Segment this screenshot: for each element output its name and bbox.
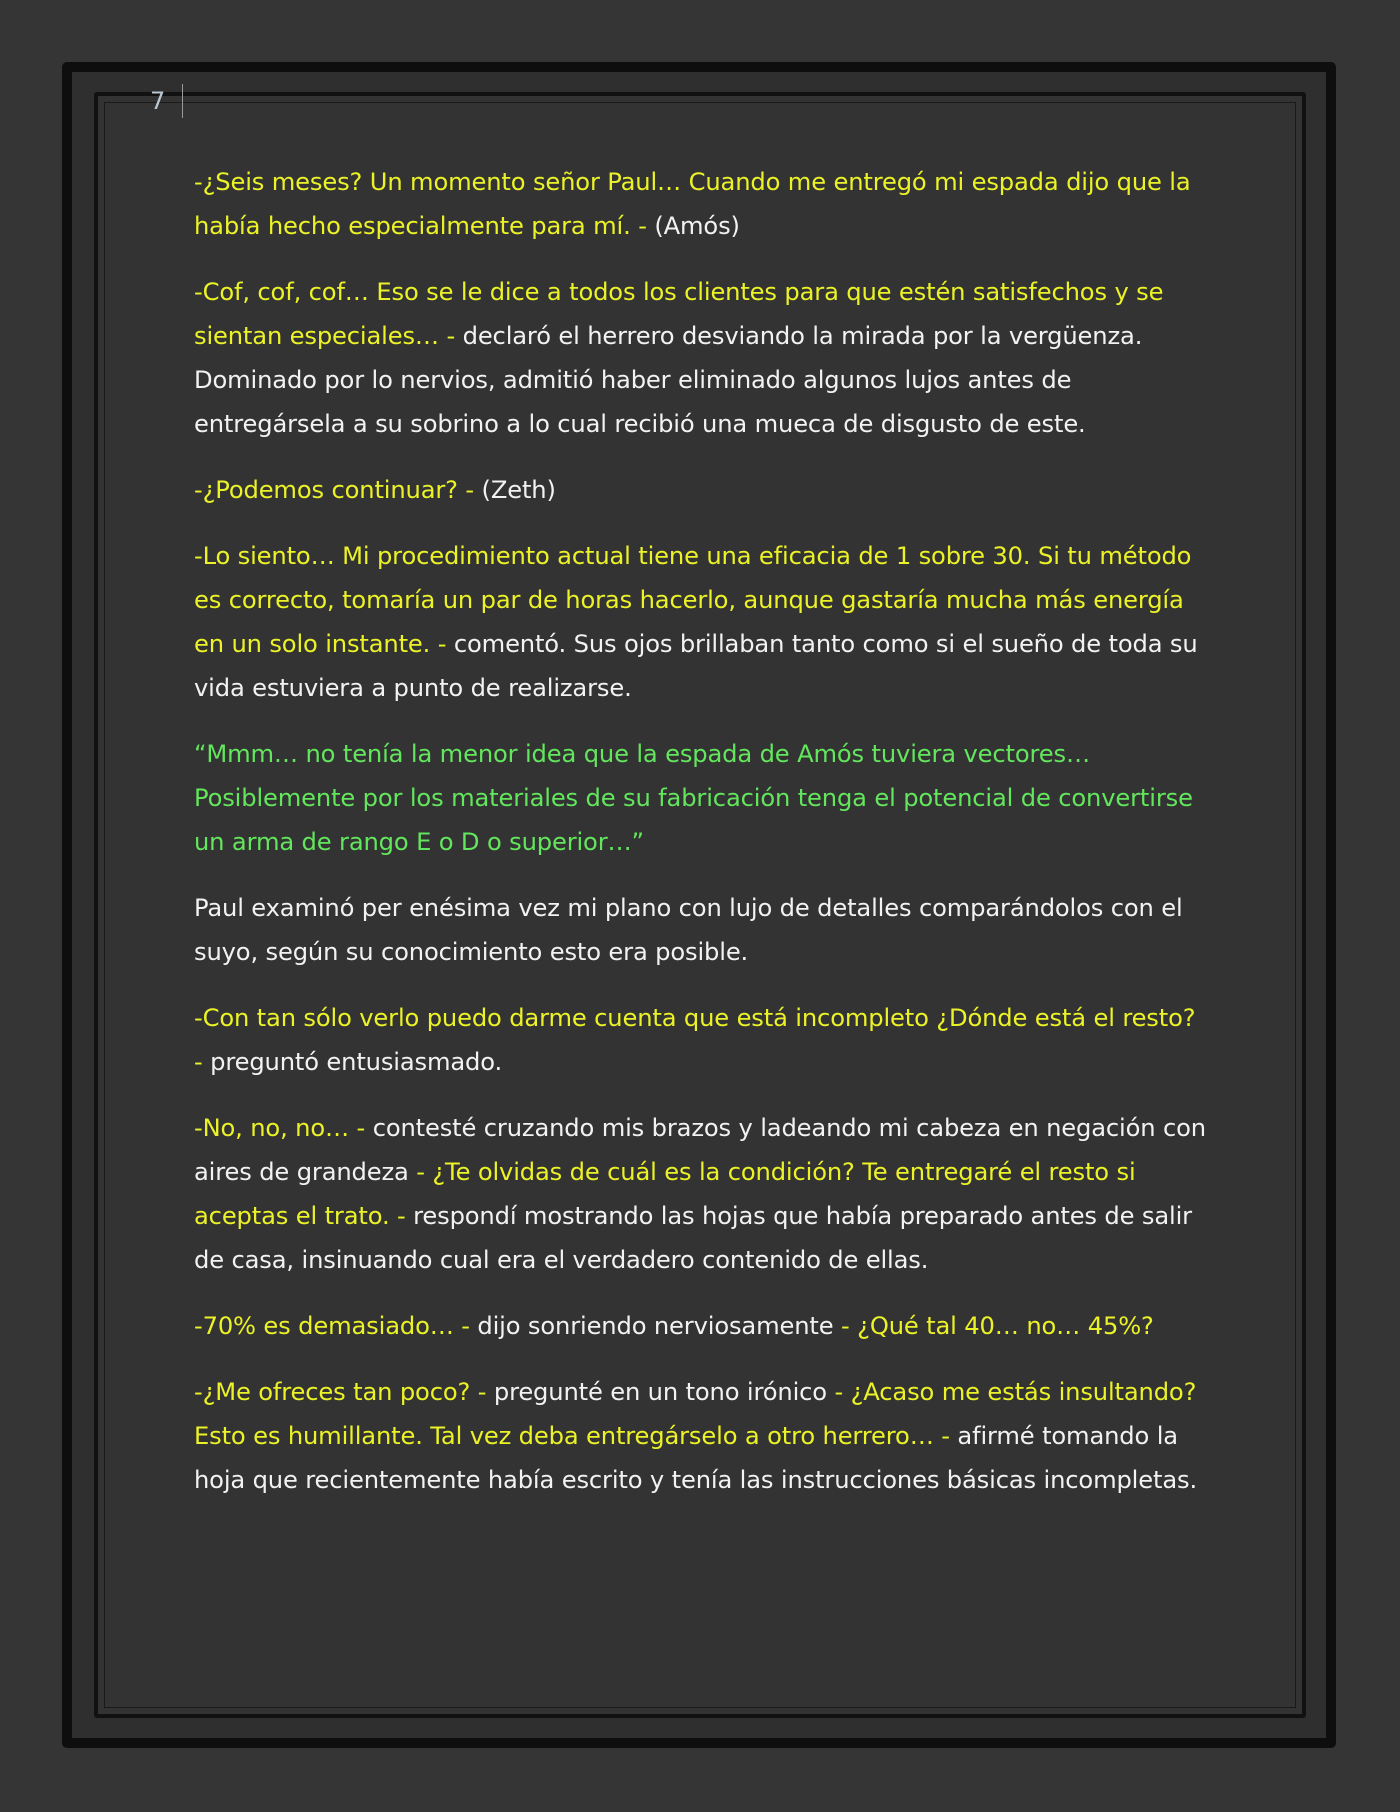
dialogue-text: -Lo siento… Mi procedimiento actual tiene una eficacia de 1 sobre 30. Si tu método es correcto, tomaría un par de horas hacerlo, aunque gastaría mucha más energía en un solo instante. - xyxy=(194,542,1192,658)
paragraph xyxy=(194,1370,1206,1502)
paragraph xyxy=(194,732,1206,864)
page-number: 7 xyxy=(150,84,183,118)
thought-text: “Mmm… no tenía la menor idea que la espada de Amós tuviera vectores… Posiblemente por los materiales de su fabricación tenga el potencial de convertirse un arma de rango E o D o superior…” xyxy=(194,740,1193,856)
dialogue-text: - ¿Qué tal 40… no… 45%? xyxy=(841,1312,1154,1340)
dialogue-text: - ¿Te olvidas de cuál es la condición? Te entregaré el resto si aceptas el trato. - xyxy=(194,1158,1136,1230)
paragraph xyxy=(194,1106,1206,1282)
narration-text: pregunté en un tono irónico xyxy=(493,1378,835,1406)
paragraph xyxy=(194,468,1206,512)
paragraph xyxy=(194,534,1206,710)
narration-text: dijo sonriendo nerviosamente xyxy=(477,1312,842,1340)
paragraph xyxy=(194,886,1206,974)
narration-text: respondí mostrando las hojas que había preparado antes de salir de casa, insinuando cual era el verdadero contenido de ellas. xyxy=(194,1202,1192,1274)
dialogue-text: -¿Me ofreces tan poco? - xyxy=(194,1378,494,1406)
narration-text: Paul examinó per enésima vez mi plano con lujo de detalles comparándolos con el suyo, según su conocimiento esto era posible. xyxy=(194,894,1183,966)
narration-text: afirmé tomando la hoja que recientemente había escrito y tenía las instrucciones básicas incompletas. xyxy=(194,1422,1197,1494)
narration-text: declaró el herrero desviando la mirada por la vergüenza. Dominado por lo nervios, admitió haber eliminado algunos lujos antes de entregársela a su sobrino a lo cual recibió una mueca de disgusto de este. xyxy=(194,322,1143,438)
dialogue-text: -¿Seis meses? Un momento señor Paul… Cuando me entregó mi espada dijo que la había hecho especialmente para mí. - xyxy=(194,168,1191,240)
dialogue-text: -Cof, cof, cof… Eso se le dice a todos los clientes para que estén satisfechos y se sientan especiales… - xyxy=(194,278,1164,350)
narration-text: comentó. Sus ojos brillaban tanto como si el sueño de toda su vida estuviera a punto de realizarse. xyxy=(194,630,1198,702)
dialogue-text: - ¿Acaso me estás insultando? Esto es humillante. Tal vez deba entregárselo a otro herrero… - xyxy=(194,1378,1197,1450)
dialogue-text: -¿Podemos continuar? - xyxy=(194,476,482,504)
narration-text: (Amós) xyxy=(654,212,740,240)
paragraph xyxy=(194,1304,1206,1348)
page-text xyxy=(194,160,1206,1524)
narration-text: (Zeth) xyxy=(481,476,556,504)
paragraph xyxy=(194,996,1206,1084)
paragraph xyxy=(194,160,1206,248)
dialogue-text: -Con tan sólo verlo puedo darme cuenta que está incompleto ¿Dónde está el resto? - xyxy=(194,1004,1196,1076)
narration-text: preguntó entusiasmado. xyxy=(210,1048,503,1076)
narration-text: contesté cruzando mis brazos y ladeando mi cabeza en negación con aires de grandeza xyxy=(194,1114,1206,1186)
dialogue-text: -70% es demasiado… - xyxy=(194,1312,478,1340)
paragraph xyxy=(194,270,1206,446)
dialogue-text: -No, no, no… - xyxy=(194,1114,373,1142)
